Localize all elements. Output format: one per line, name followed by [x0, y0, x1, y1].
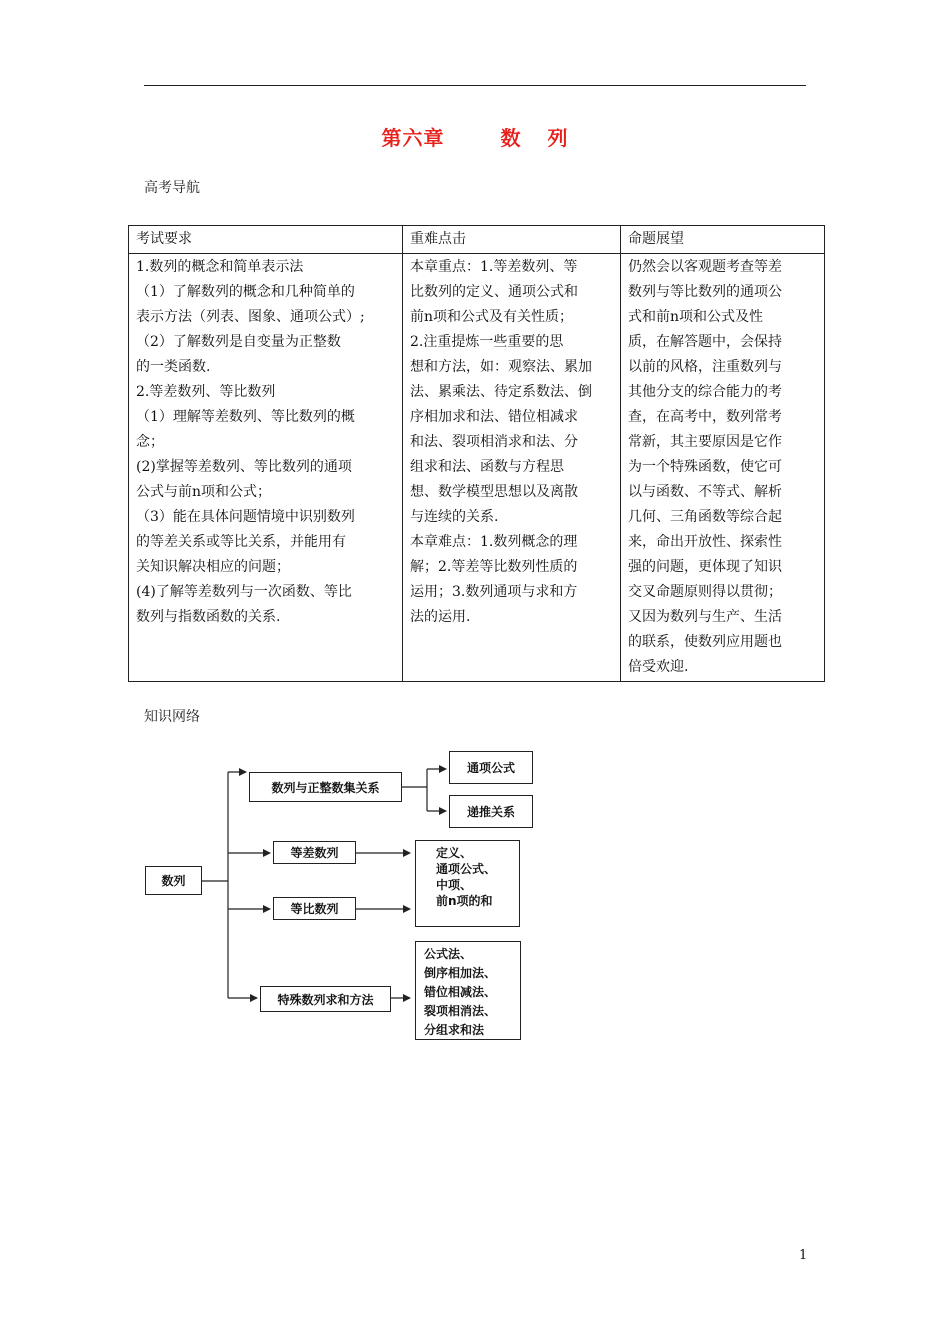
outlook-cell — [621, 254, 825, 682]
general-term-node: 通项公式 — [449, 751, 533, 784]
outlook-line: 仍然会以客观题考查等差 — [628, 259, 782, 275]
page-number: 1 — [799, 1248, 808, 1263]
req-line: （1）了解数列的概念和几种简单的 — [136, 284, 355, 300]
header-rule — [144, 85, 806, 86]
key-line: 和法、裂项相消求和法、分 — [410, 434, 578, 450]
header-outlook: 命题展望 — [621, 226, 825, 254]
relation-node: 数列与正整数集关系 — [249, 772, 402, 802]
method-item: 倒序相加法、 — [424, 966, 497, 980]
req-line: 1.数列的概念和简单表示法 — [136, 259, 304, 275]
outlook-line: 几何、三角函数等综合起 — [628, 509, 782, 525]
property-item: 定义、 — [436, 846, 473, 860]
property-item: 中项、 — [436, 878, 473, 892]
outlook-line: 又因为数列与生产、生活 — [628, 609, 782, 625]
key-points-cell — [403, 254, 621, 682]
header-key-points: 重难点击 — [403, 226, 621, 254]
key-line: 法的运用. — [410, 609, 471, 625]
header-requirements: 考试要求 — [129, 226, 403, 254]
outlook-line: 以前的风格，注重数列与 — [628, 359, 782, 375]
table-body-row — [129, 254, 825, 682]
network-section-label: 知识网络 — [144, 709, 200, 725]
req-line: （3）能在具体问题情境中识别数列 — [136, 509, 355, 525]
key-line: 与连续的关系. — [410, 509, 499, 525]
methods-node — [415, 941, 521, 1040]
key-line: 运用；3.数列通项与求和方 — [410, 584, 578, 600]
outlook-line: 倍受欢迎. — [628, 659, 689, 675]
method-item: 公式法、 — [424, 947, 473, 961]
key-line: 序相加求和法、错位相减求 — [410, 409, 578, 425]
key-line: 法、累乘法、待定系数法、倒 — [410, 384, 592, 400]
key-line: 本章重点：1.等差数列、等 — [410, 259, 578, 275]
key-line: 组求和法、函数与方程思 — [410, 459, 564, 475]
properties-node — [415, 840, 520, 927]
property-item: 通项公式、 — [436, 862, 497, 876]
outlook-line: 以与函数、不等式、解析 — [628, 484, 782, 500]
req-line: (4)了解等差数列与一次函数、等比 — [136, 584, 352, 600]
chapter-subject-2: 列 — [547, 126, 569, 150]
req-line: 关知识解决相应的问题； — [136, 559, 290, 575]
requirements-cell — [129, 254, 403, 682]
key-line: 想和方法，如：观察法、累加 — [410, 359, 592, 375]
outlook-line: 强的问题，更体现了知识 — [628, 559, 782, 575]
key-line: 本章难点：1.数列概念的理 — [410, 534, 578, 550]
req-line: 数列与指数函数的关系. — [136, 609, 281, 625]
key-line: 想、数学模型思想以及离散 — [410, 484, 578, 500]
arithmetic-node: 等差数列 — [273, 841, 356, 864]
key-line: 前n项和公式及有关性质； — [410, 309, 574, 325]
property-item: 前n项的和 — [436, 894, 493, 908]
req-line: 念； — [136, 434, 164, 450]
outlook-line: 数列与等比数列的通项公 — [628, 284, 782, 300]
key-line: 解；2.等差等比数列性质的 — [410, 559, 578, 575]
req-line: （1）理解等差数列、等比数列的概 — [136, 409, 355, 425]
outlook-line: 式和前n项和公式及性 — [628, 309, 764, 325]
req-line: (2)掌握等差数列、等比数列的通项 — [136, 459, 352, 475]
req-line: 的一类函数. — [136, 359, 211, 375]
outlook-line: 交叉命题原则得以贯彻； — [628, 584, 782, 600]
method-item: 错位相减法、 — [424, 985, 497, 999]
key-line: 2.注重提炼一些重要的思 — [410, 334, 564, 350]
req-line: 2.等差数列、等比数列 — [136, 384, 276, 400]
method-item: 分组求和法 — [424, 1023, 485, 1037]
chapter-subject-1: 数 — [500, 126, 522, 150]
req-line: （2）了解数列是自变量为正整数 — [136, 334, 341, 350]
outlook-line: 来，命出开放性、探索性 — [628, 534, 782, 550]
key-line: 比数列的定义、通项公式和 — [410, 284, 578, 300]
chapter-number: 第六章 — [381, 126, 445, 150]
table-header-row — [129, 226, 825, 254]
req-line: 的等差关系或等比关系，并能用有 — [136, 534, 346, 550]
root-node: 数列 — [145, 866, 202, 895]
exam-guide-table — [128, 225, 825, 682]
outlook-line: 为一个特殊函数，使它可 — [628, 459, 782, 475]
chapter-title — [0, 122, 950, 151]
outlook-line: 其他分支的综合能力的考 — [628, 384, 782, 400]
geometric-node: 等比数列 — [273, 897, 356, 920]
special-sum-node: 特殊数列求和方法 — [260, 986, 391, 1012]
req-line: 公式与前n项和公式； — [136, 484, 272, 500]
outlook-line: 的联系，使数列应用题也 — [628, 634, 782, 650]
knowledge-network-diagram — [140, 745, 540, 1045]
recursive-node: 递推关系 — [449, 795, 533, 828]
outlook-line: 质，在解答题中，会保持 — [628, 334, 782, 350]
outlook-line: 查，在高考中，数列常考 — [628, 409, 782, 425]
req-line: 表示方法（列表、图象、通项公式）; — [136, 309, 365, 325]
nav-section-label: 高考导航 — [144, 180, 200, 196]
method-item: 裂项相消法、 — [424, 1004, 497, 1018]
outlook-line: 常新，其主要原因是它作 — [628, 434, 782, 450]
